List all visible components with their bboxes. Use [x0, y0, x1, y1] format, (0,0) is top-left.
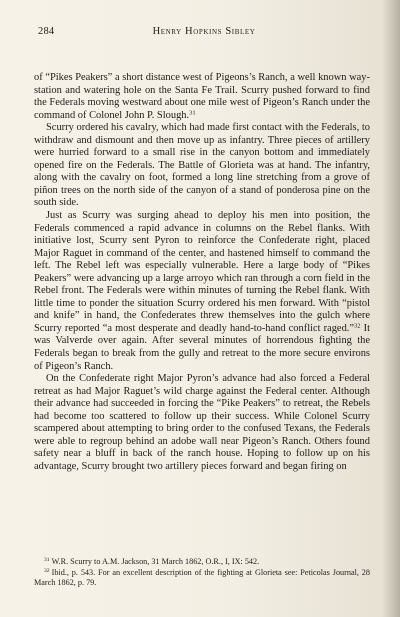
- footnote: [34, 557, 370, 568]
- running-head: Henry Hopkins Sibley: [152, 26, 256, 37]
- paragraph: Scurry ordered his cavalry, which had made first contact with the Federals, to withdraw and dismount and then move up as infantry. Three pieces of artillery were hurried forward to a small rise in the canyon bottom and immediately opened fire on the Federals. The Battle of Glorieta was at hand. The infantry, along with the cavalry on foot, formed a long line stretching from a grove of piñon trees on the north side of the canyon of a stand of ponderosa pine on the south side.: [34, 122, 370, 209]
- footnote-number: 32: [44, 567, 50, 574]
- paragraph: On the Confederate right Major Pyron’s advance had also forced a Federal retreat as had Major Raguet’s wild charge against the Federal center. Although their advance had succeeded in forcing the “Pike Peakers” to retreat, the Rebels had become too scattered to follow up their success. While Colonel Scurry scampered about attempting to bring order to the confused Texans, the Federals were able to regroup behind an adobe wall near Pigeon’s Ranch. Others found safety near a bluff in back of the ranch house. Hoping to follow up on his advantage, Scurry brought two artillery pieces forward and began firing on: [34, 373, 370, 472]
- footnote: [34, 568, 370, 589]
- paragraph-text: Just as Scurry was surging ahead to deploy his men into position, the Federals commenced a rapid advance in columns on the Rebel flanks. With initiative lost, Scurry sent Pyron to reinforce the Confederate right, placed Major Raguet in command of the center, and hastened himself to command the left. The Rebel left was especially vulnerable. Here a large body of “Pikes Peakers” were advancing up a large arroyo which ran through a corn field in the Rebel front. The Federals were within minutes of turning the Rebel flank. With little time to ponder the situation Scurry ordered his men forward. With “pistol and knife” in hand, the Confederates threw themselves into the gulch where Scurry reported “a most desperate and deadly hand-to-hand conflict raged.”: [34, 210, 370, 334]
- footnote-number: 31: [44, 557, 50, 564]
- footnotes: [34, 557, 370, 589]
- paragraph-text: of “Pikes Peakers” a short distance west of Pigeons’s Ranch, a well known way-station and watering hole on the Santa Fe Trail. Scurry pushed forward to find the Federals moving westward about one mile west of Pigeon’s Ranch under the command of Colonel John P. Slough.: [34, 72, 370, 121]
- page-number: 284: [38, 26, 55, 37]
- footnote-text: Ibid., p. 543. For an excellent description of the fighting at Glorieta see: Peticolas Journal, 28 March 1862, p. 79.: [34, 567, 370, 588]
- footnote-ref: 32: [354, 322, 361, 330]
- paragraph-text: It was Valverde over again. After several minutes of horrendous fighting the Federals began to break from the gully and retreat to the more secure environs of Pigeon’s Ranch.: [34, 322, 370, 372]
- paragraph: [34, 72, 370, 122]
- footnote-text: W.R. Scurry to A.M. Jackson, 31 March 1862, O.R., I, IX: 542.: [51, 557, 260, 566]
- body-text: [34, 72, 370, 474]
- footnote-ref: 31: [189, 109, 196, 117]
- page-header: [38, 26, 370, 40]
- paragraph: [34, 210, 370, 373]
